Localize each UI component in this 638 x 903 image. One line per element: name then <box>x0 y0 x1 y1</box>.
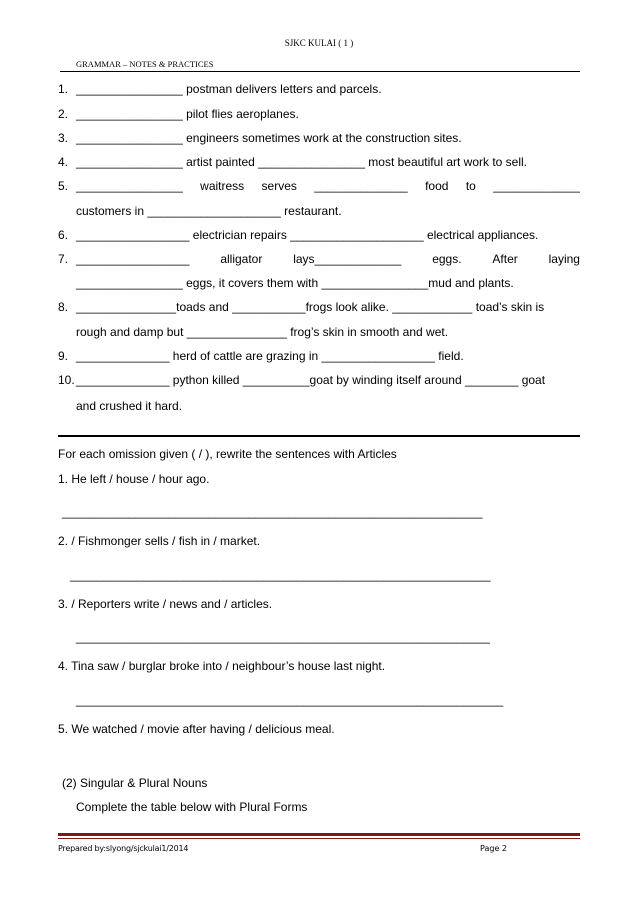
question-number: 4. <box>58 155 69 169</box>
question-number: 2. <box>58 107 69 121</box>
question-5-continuation: customers in ____________________ restaurant. <box>76 204 342 218</box>
question-text: ________________ postman delivers letters and parcels. <box>76 82 382 96</box>
question-number: 5. <box>58 179 69 193</box>
question-number: 3. <box>58 131 69 145</box>
word: ________________ <box>76 179 183 193</box>
question-text: ________________ artist painted ________________ most beautiful art work to sell. <box>76 155 528 169</box>
word: eggs. <box>432 252 462 266</box>
question-number: 10. <box>58 373 75 387</box>
question-text: ________________ pilot flies aeroplanes. <box>76 107 299 121</box>
word: serves <box>261 179 297 193</box>
answer-line-2[interactable]: _______________________________________________________________ <box>70 568 491 582</box>
section-2-instruction: Complete the table below with Plural Forms <box>76 800 308 814</box>
section-2-title: (2) Singular & Plural Nouns <box>62 776 208 790</box>
question-text <box>76 179 580 193</box>
question-number: 6. <box>58 228 69 242</box>
footer-page-number: Page 2 <box>480 844 507 853</box>
word: _________________ <box>76 252 190 266</box>
question-text <box>76 252 580 266</box>
word: to <box>465 179 476 193</box>
rewrite-item-1: 1. He left / house / hour ago. <box>58 472 210 486</box>
exercise-2-instruction: For each omission given ( / ), rewrite the sentences with Articles <box>58 447 397 461</box>
question-8-continuation: rough and damp but _______________ frog’s skin in smooth and wet. <box>76 325 449 339</box>
footer-prepared-by: Prepared by:slyong/sjckulai1/2014 <box>58 844 189 853</box>
word: alligator <box>220 252 263 266</box>
question-number: 7. <box>58 252 69 266</box>
question-text: ______________ herd of cattle are grazing in _________________ field. <box>76 349 464 363</box>
question-text: _________________ electrician repairs ____________________ electrical appliances. <box>76 228 539 242</box>
question-number: 1. <box>58 82 69 96</box>
question-number: 9. <box>58 349 69 363</box>
word: waitress <box>200 179 245 193</box>
footer-divider-thick <box>58 833 580 836</box>
question-10-continuation: and crushed it hard. <box>76 399 183 413</box>
word: ______________ <box>314 179 408 193</box>
question-number: 8. <box>58 300 69 314</box>
word: food <box>425 179 449 193</box>
answer-line-1[interactable]: _______________________________________________________________ <box>62 505 483 519</box>
word: _____________ <box>493 179 580 193</box>
header-divider <box>60 71 580 72</box>
word: lays_____________ <box>293 252 402 266</box>
question-text: _______________toads and ___________frogs look alike. ____________ toad’s skin is <box>76 300 545 314</box>
question-7-continuation: ________________ eggs, it covers them with ________________mud and plants. <box>76 276 514 290</box>
rewrite-item-5: 5. We watched / movie after having / delicious meal. <box>58 722 335 736</box>
answer-line-4[interactable]: ________________________________________________________________ <box>76 693 504 707</box>
word: After <box>492 252 518 266</box>
section-subtitle: GRAMMAR – NOTES & PRACTICES <box>76 59 214 69</box>
question-text: ________________ engineers sometimes work at the construction sites. <box>76 131 462 145</box>
question-text: ______________ python killed __________goat by winding itself around ________ goat <box>76 373 546 387</box>
rewrite-item-4: 4. Tina saw / burglar broke into / neighbour’s house last night. <box>58 659 386 673</box>
section-divider <box>58 435 580 437</box>
answer-line-3[interactable]: ______________________________________________________________ <box>76 630 490 644</box>
word: laying <box>548 252 580 266</box>
rewrite-item-2: 2. / Fishmonger sells / fish in / market. <box>58 534 261 548</box>
footer-divider-thin <box>58 838 580 839</box>
rewrite-item-3: 3. / Reporters write / news and / articles. <box>58 597 273 611</box>
school-header: SJKC KULAI ( 1 ) <box>284 38 354 48</box>
